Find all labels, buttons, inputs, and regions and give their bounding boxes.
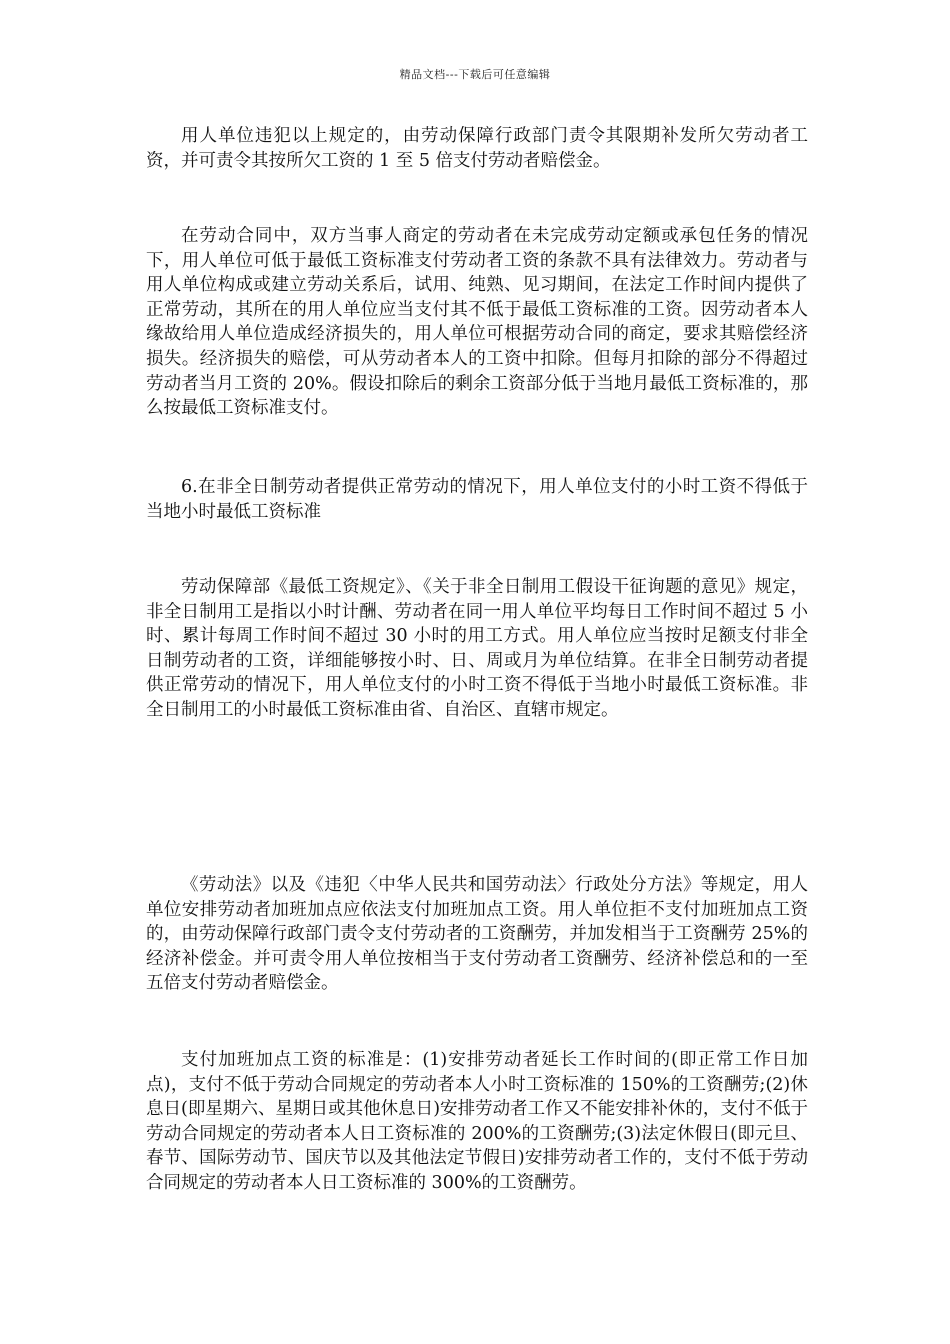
paragraph-3: 6.在非全日制劳动者提供正常劳动的情况下，用人单位支付的小时工资不得低于当地小时最低工资标准 xyxy=(146,477,808,522)
paragraph-5: 《劳动法》以及《违犯〈中华人民共和国劳动法〉行政处分方法》等规定，用人单位安排劳动者加班加点应依法支付加班加点工资。用人单位拒不支付加班加点工资的，由劳动保障行政部门责令支付劳动者的工资酬劳，并加发相当于工资酬劳 25%的经济补偿金。并可责令用人单位按相当于支付劳动者工资酬劳、经济补偿总和的一至五倍支付劳动者赔偿金。 xyxy=(146,875,808,994)
paragraph-4: 劳动保障部《最低工资规定》、《关于非全日制用工假设干征询题的意见》规定，非全日制用工是指以小时计酬、劳动者在同一用人单位平均每日工作时间不超过 5 小时、累计每周工作时间不超过 30 小时的用工方式。用人单位应当按时足额支付非全日制劳动者的工资，详细能够按小时、日、周或月为单位结算。在非全日制劳动者提供正常劳动的情况下，用人单位支付的小时工资不得低于当地小时最低工资标准。非全日制用工的小时最低工资标准由省、自治区、直辖市规定。 xyxy=(146,577,808,720)
paragraph-6: 支付加班加点工资的标准是：(1)安排劳动者延长工作时间的(即正常工作日加点)，支付不低于劳动合同规定的劳动者本人小时工资标准的 150%的工资酬劳;(2)休息日(即星期六、星期日或其他休息日)安排劳动者工作又不能安排补休的，支付不低于劳动合同规定的劳动者本人日工资标准的 200%的工资酬劳;(3)法定休假日(即元旦、春节、国际劳动节、国庆节以及其他法定节假日)安排劳动者工作的，支付不低于劳动合同规定的劳动者本人日工资标准的 300%的工资酬劳。 xyxy=(146,1050,808,1193)
page-header: 精品文档---下载后可任意编辑 xyxy=(399,68,551,81)
paragraph-2: 在劳动合同中，双方当事人商定的劳动者在未完成劳动定额或承包任务的情况下，用人单位可低于最低工资标准支付劳动者工资的条款不具有法律效力。劳动者与用人单位构成或建立劳动关系后，试用、纯熟、见习期间，在法定工作时间内提供了正常劳动，其所在的用人单位应当支付其不低于最低工资标准的工资。因劳动者本人缘故给用人单位造成经济损失的，用人单位可根据劳动合同的商定，要求其赔偿经济损失。经济损失的赔偿，可从劳动者本人的工资中扣除。但每月扣除的部分不得超过劳动者当月工资的 20%。假设扣除后的剩余工资部分低于当地月最低工资标准的，那么按最低工资标准支付。 xyxy=(146,226,808,419)
paragraph-1: 用人单位违犯以上规定的，由劳动保障行政部门责令其限期补发所欠劳动者工资，并可责令其按所欠工资的 1 至 5 倍支付劳动者赔偿金。 xyxy=(146,126,808,171)
